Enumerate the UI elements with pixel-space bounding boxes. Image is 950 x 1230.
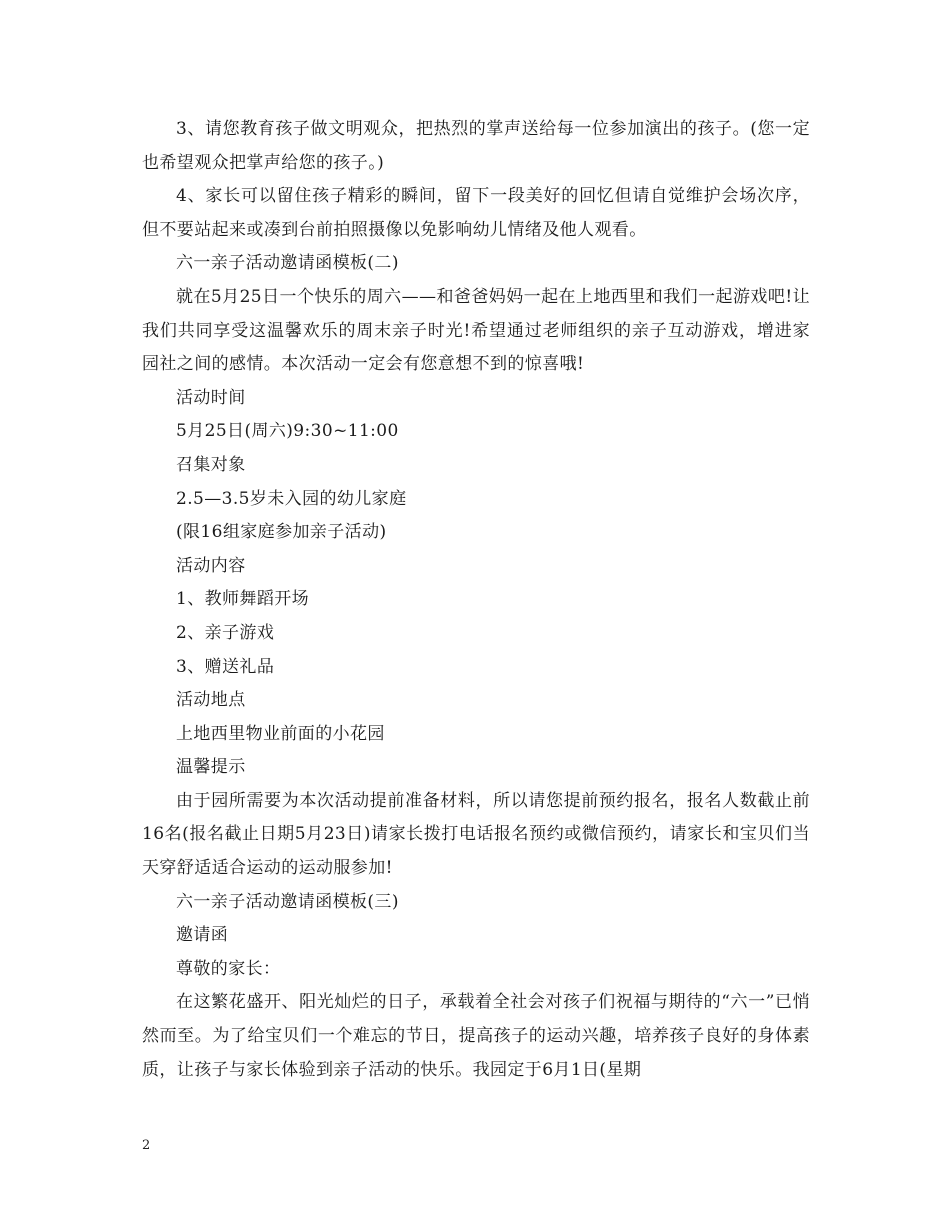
document-body [142,113,810,1087]
heading-template-three: 六一亲子活动邀请函模板(三) [176,891,399,912]
paragraph-invitation-body: 在这繁花盛开、阳光灿烂的日子，承载着全社会对孩子们祝福与期待的“六一”已悄然而至。为了给宝贝们一个难忘的节日，提高孩子的运动兴趣，培养孩子良好的身体素质，让孩子与家长体验到亲子活动的快乐。我园定于6月1日(星期 [142,992,810,1080]
label-tips: 温馨提示 [176,757,246,778]
heading-invitation: 邀请函 [176,925,229,946]
salutation: 尊敬的家长： [176,958,281,979]
heading-template-two: 六一亲子活动邀请函模板(二) [176,253,399,274]
label-event-content: 活动内容 [176,555,246,576]
label-event-location: 活动地点 [176,690,246,711]
value-event-location: 上地西里物业前面的小花园 [176,723,385,744]
value-event-time: 5月25日(周六)9:30~11:00 [176,421,399,442]
label-target-audience: 召集对象 [176,454,246,475]
paragraph-photo-rules: 4、家长可以留住孩子精彩的瞬间，留下一段美好的回忆但请自觉维护会场次序，但不要站起来或凑到台前拍照摄像以免影响幼儿情绪及他人观看。 [142,186,810,240]
paragraph-event-intro: 就在5月25日一个快乐的周六——和爸爸妈妈一起在上地西里和我们一起游戏吧!让我们共同享受这温馨欢乐的周末亲子时光!希望通过老师组织的亲子互动游戏，增进家园社之间的感情。本次活动一定会有您意想不到的惊喜哦! [142,286,810,375]
label-event-time: 活动时间 [176,387,246,408]
value-target-audience: 2.5—3.5岁未入园的幼儿家庭 [176,488,407,509]
paragraph-audience-etiquette: 3、请您教育孩子做文明观众，把热烈的掌声送给每一位参加演出的孩子。(您一定也希望观众把掌声给您的孩子。) [142,119,810,173]
page-number: 2 [142,1138,151,1153]
list-item-dance: 1、教师舞蹈开场 [176,589,310,610]
paragraph-registration: 由于园所需要为本次活动提前准备材料，所以请您提前预约报名，报名人数截止前16名(报名截止日期5月23日)请家长拨打电话报名预约或微信预约，请家长和宝贝们当天穿舒适适合运动的运动服参加! [142,790,810,879]
value-family-limit: (限16组家庭参加亲子活动) [176,522,387,543]
list-item-games: 2、亲子游戏 [176,622,275,643]
list-item-gifts: 3、赠送礼品 [176,656,275,677]
